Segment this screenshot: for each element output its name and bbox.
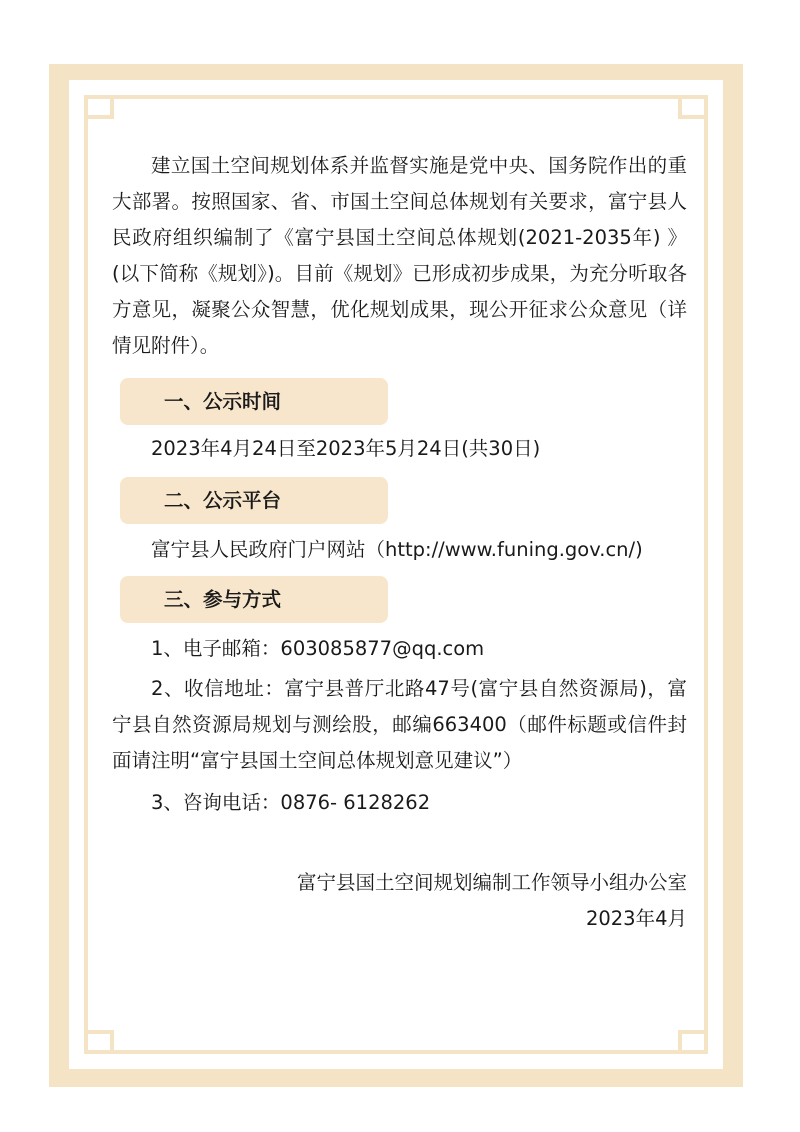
- frame-corner-top-left: [84, 95, 114, 119]
- frame-corner-top-right: [678, 95, 708, 119]
- publicity-period-text: 2023年4月24日至2023年5月24日(共30日): [151, 437, 541, 460]
- signature-block: [112, 865, 687, 937]
- section-heading-participation: 三、参与方式: [120, 576, 388, 623]
- signature-org: 富宁县国土空间规划编制工作领导小组办公室: [296, 871, 687, 894]
- frame-corner-bottom-right: [678, 1030, 708, 1054]
- participation-address: 2、收信地址：富宁县普厅北路47号(富宁县自然资源局)，富宁县自然资源局规划与测绘股，邮编663400（邮件标题或信件封面请注明“富宁县国土空间总体规划意见建议”）: [112, 677, 687, 772]
- frame-corner-bottom-left: [84, 1030, 114, 1054]
- section-heading-publicity-period: 一、公示时间: [120, 378, 388, 425]
- publicity-platform-text: 富宁县人民政府门户网站（http://www.funing.gov.cn/): [151, 538, 643, 561]
- intro-paragraph: 建立国土空间规划体系并监督实施是党中央、国务院作出的重大部署。按照国家、省、市国土空间总体规划有关要求，富宁县人民政府组织编制了《富宁县国土空间总体规划(2021-2035年) 》(以下简称《规划》)。目前《规划》已形成初步成果，为充分听取各方意见，凝聚公众智慧，优化规划成果，现公开征求公众意见（详情见附件）。: [112, 154, 687, 357]
- participation-phone: 3、咨询电话：0876- 6128262: [151, 791, 431, 814]
- section-heading-publicity-platform: 二、公示平台: [120, 477, 388, 524]
- signature-date: 2023年4月: [585, 907, 687, 930]
- notice-body: [112, 148, 687, 937]
- participation-email: 1、电子邮箱：603085877@qq.com: [151, 637, 485, 660]
